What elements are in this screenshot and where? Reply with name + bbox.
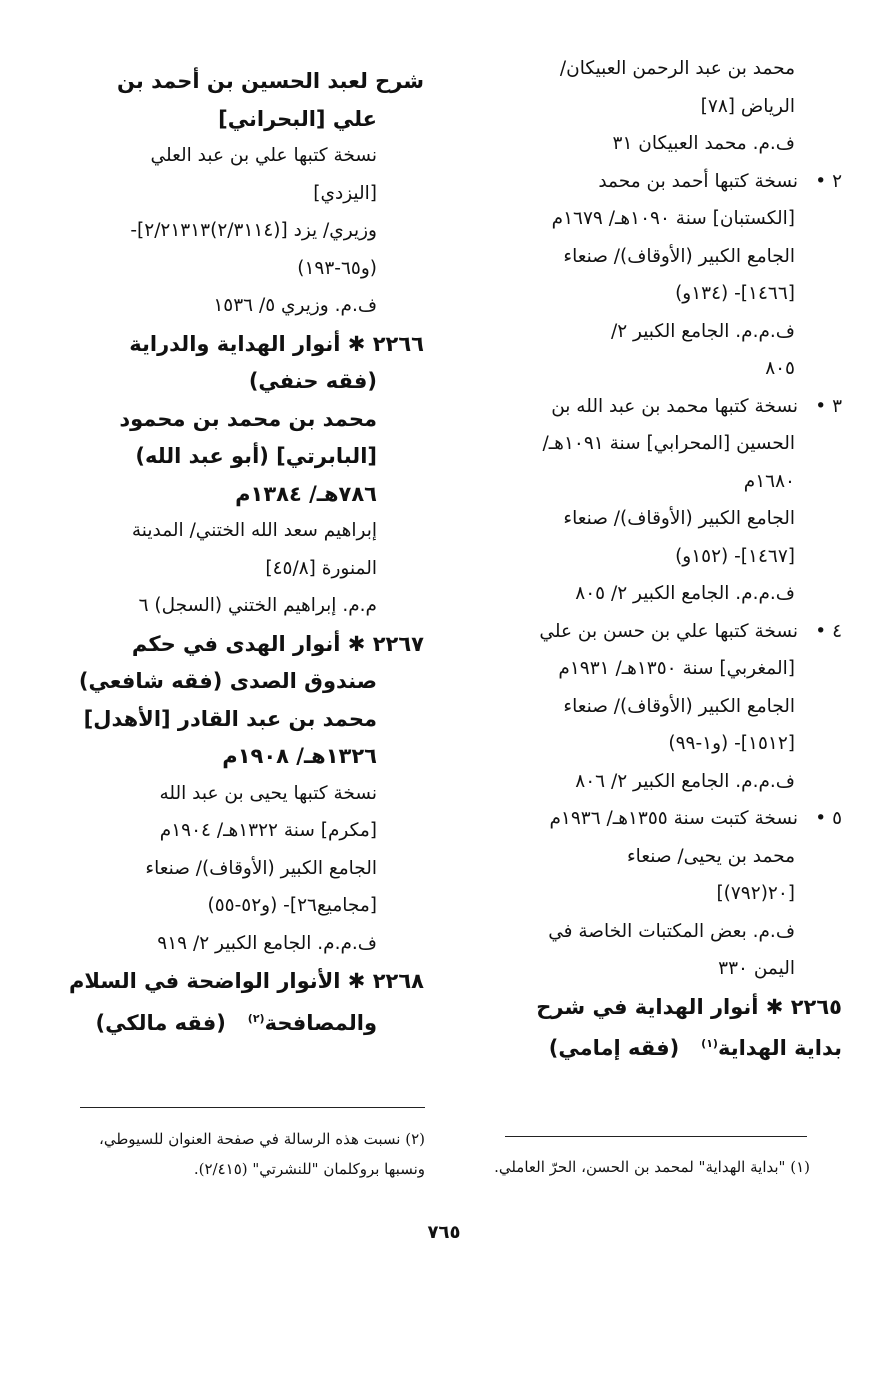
entry-marker: ٤ • xyxy=(815,620,842,642)
date-line: ٧٨٦هـ/ ١٣٨٤م xyxy=(235,481,377,506)
footnote-ref: (٢) xyxy=(247,1011,265,1025)
text-line: اليمن ٣٣٠ xyxy=(718,958,795,979)
entry-line xyxy=(470,619,842,645)
entry-heading-cont xyxy=(72,1006,424,1036)
author-line: محمد بن محمد بن محمود xyxy=(119,406,377,431)
footnote-divider xyxy=(505,1136,807,1137)
text-line: وزيري/ يزد [(٢/٣١١٤)٢/٢١٣١٣]- xyxy=(130,220,377,241)
text-line: نسخة كتبها علي بن حسن بن علي xyxy=(539,620,798,642)
text-line: نسخة كتبها أحمد بن محمد xyxy=(598,170,798,192)
text-line: [١٤٦٧]- (١٥٢و) xyxy=(675,545,795,567)
author-line: [البابرتي] (أبو عبد الله) xyxy=(135,444,377,468)
page-number: ٧٦٥ xyxy=(427,1222,461,1243)
text-line: ف.م. بعض المكتبات الخاصة في xyxy=(548,920,795,942)
text-line: [١٤٦٦]- (١٣٤و) xyxy=(675,283,795,304)
subject-tag: (فقه مالكي) xyxy=(95,1010,226,1035)
footnote-ref: (١) xyxy=(701,1037,718,1050)
entry-heading-cont xyxy=(470,1031,842,1061)
text-line: علي [البحراني] xyxy=(218,106,377,131)
text-line: الجامع الكبير (الأوقاف)/ صنعاء xyxy=(145,857,377,879)
text-line: نسخة كتبت سنة ١٣٥٥هـ/ ١٩٣٦م xyxy=(549,808,798,829)
entry-marker: ٣ • xyxy=(815,395,842,417)
text-line: [الكستبان] سنة ١٠٩٠هـ/ ١٦٧٩م xyxy=(551,208,795,229)
footnote-text: (٢) نسبت هذه الرسالة في صفحة العنوان للسيوطي، xyxy=(99,1130,425,1148)
entry-heading: ٢٢٦٥ ✱ أنوار الهداية في شرح xyxy=(536,994,842,1019)
subject-tag: (فقه حنفي) xyxy=(248,369,377,393)
date-line: ١٣٢٦هـ/ ١٩٠٨م xyxy=(222,744,377,768)
entry-heading-cont: صندوق الصدى (فقه شافعي) xyxy=(78,669,377,693)
text-line: ٨٠٥ xyxy=(765,358,795,379)
text-line: ١٦٨٠م xyxy=(743,470,795,492)
text-line: الجامع الكبير (الأوقاف)/ صنعاء xyxy=(563,245,795,267)
text-line: [اليزدي] xyxy=(313,182,377,204)
text-line: إبراهيم سعد الله الختني/ المدينة xyxy=(131,520,377,541)
footnote-text: ونسبها بروكلمان "للنشرتي" (٢/٤١٥). xyxy=(193,1160,425,1178)
text-line: الجامع الكبير (الأوقاف)/ صنعاء xyxy=(563,695,795,717)
text-line: [مجاميع٢٦]- (و٥٢-٥٥) xyxy=(207,895,377,916)
text-line: [١٥١٢]- (و١-٩٩) xyxy=(668,733,795,754)
text-line: الجامع الكبير (الأوقاف)/ صنعاء xyxy=(563,508,795,529)
text-line: والمصافحة xyxy=(264,1010,377,1035)
entry-heading: ٢٢٦٧ ✱ أنوار الهدى في حكم xyxy=(131,631,424,656)
entry-line xyxy=(470,169,842,195)
subject-tag: (فقه إمامي) xyxy=(548,1036,680,1060)
text-line: [٢٠(٧٩٢)] xyxy=(716,883,795,904)
text-line: نسخة كتبها يحيى بن عبد الله xyxy=(159,782,377,804)
author-line: محمد بن عبد القادر [الأهدل] xyxy=(83,706,377,731)
text-line: [مكرم] سنة ١٣٢٢هـ/ ١٩٠٤م xyxy=(159,820,377,841)
text-line: ف.م.م. الجامع الكبير ٢/ ٨٠٥ xyxy=(575,583,795,604)
entry-line xyxy=(470,806,842,832)
text-line: الرياض [٧٨] xyxy=(700,95,795,117)
text-line: نسخة كتبها علي بن عبد العلي xyxy=(150,145,377,166)
text-line: م.م. إبراهيم الختني (السجل) ٦ xyxy=(138,595,377,616)
text-line: نسخة كتبها محمد بن عبد الله بن xyxy=(551,395,798,417)
footnote-text: (١) "بداية الهداية" لمحمد بن الحسن، الحرّ العاملي. xyxy=(494,1158,810,1176)
footnote xyxy=(470,1152,810,1182)
text-line: المنورة [٤٥/٨] xyxy=(265,557,377,579)
text-line: محمد بن عبد الرحمن العبيكان/ xyxy=(559,58,795,79)
text-line: ف.م. محمد العبيكان ٣١ xyxy=(612,133,795,154)
text-line: [المغربي] سنة ١٣٥٠هـ/ ١٩٣١م xyxy=(558,658,795,679)
entry-heading: ٢٢٦٦ ✱ أنوار الهداية والدراية xyxy=(129,331,424,356)
footnote-divider xyxy=(80,1107,425,1108)
right-column xyxy=(470,56,842,1073)
entry-line xyxy=(470,394,842,420)
text-line: الحسين [المحرابي] سنة ١٠٩١هـ/ xyxy=(542,433,795,454)
text-line: ف.م.م. الجامع الكبير ٢/ xyxy=(610,320,795,342)
entry-marker: ٥ • xyxy=(815,808,842,829)
entry-heading: ٢٢٦٨ ✱ الأنوار الواضحة في السلام xyxy=(68,969,424,993)
entry-marker: ٢ • xyxy=(815,170,842,192)
text-line: ف.م. وزيري ٥/ ١٥٣٦ xyxy=(213,295,377,316)
text-line: (و٦٥-١٩٣) xyxy=(297,257,377,279)
text-line: بداية الهداية xyxy=(717,1036,842,1060)
text-line: محمد بن يحيى/ صنعاء xyxy=(626,845,795,867)
text-line: شرح لعبد الحسين بن أحمد بن xyxy=(116,69,424,93)
left-column xyxy=(68,68,424,1047)
text-line: ف.م.م. الجامع الكبير ٢/ ٩١٩ xyxy=(157,932,377,954)
footnote xyxy=(80,1124,425,1184)
text-line: ف.م.م. الجامع الكبير ٢/ ٨٠٦ xyxy=(575,770,795,792)
